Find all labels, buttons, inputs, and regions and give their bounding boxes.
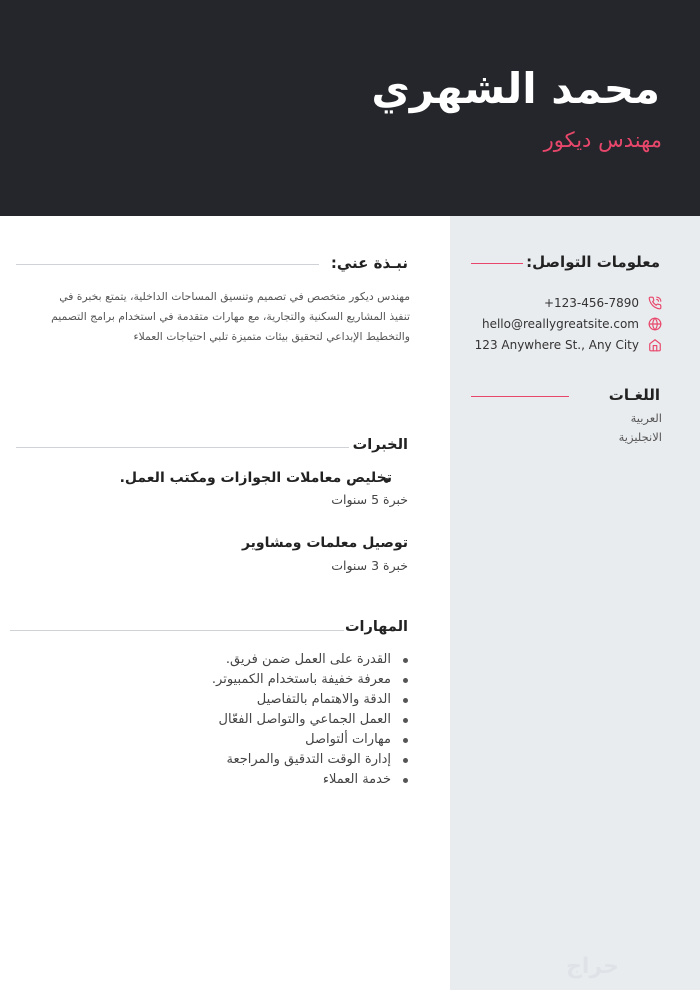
skills-section-title: المهارات [344, 619, 408, 635]
bullet-icon [403, 758, 408, 763]
sidebar [450, 216, 700, 990]
about-text: مهندس ديكور متخصص في تصميم وتنسيق المساحات الداخلية، يتمتع بخبرة في تنفيذ المشاريع السكنية والتجارية، مع مهارات متقدمة في استخدام برامج التصميم والتخطيط الإبداعي لتحقيق بيئات متميزة تلبي احتياجات العملاء [51, 290, 410, 343]
skill-item: إدارة الوقت التدقيق والمراجعة [212, 750, 408, 770]
skills-list [212, 650, 408, 790]
languages-section-title: اللغـات [608, 386, 660, 404]
bullet-icon [403, 738, 408, 743]
skills-title-rule [10, 630, 344, 631]
bullet-icon [403, 778, 408, 783]
bullet-icon [403, 698, 408, 703]
contact-address [475, 338, 662, 352]
watermark: حراج [566, 954, 619, 979]
home-icon [648, 338, 662, 352]
skill-item: القدرة على العمل ضمن فريق. [212, 650, 408, 670]
skill-item: خدمة العملاء [212, 770, 408, 790]
contact-email[interactable] [482, 317, 662, 331]
job-title: مهندس ديكور [543, 128, 662, 152]
skill-item: معرفة خفيفة باستخدام الكمبيوتر. [212, 670, 408, 690]
skill-item: الدقة والاهتمام بالتفاصيل [212, 690, 408, 710]
phone-icon [648, 296, 662, 310]
experience-title: تخليص معاملات الجوازات ومكتب العمل. [119, 470, 392, 486]
address-text: 123 Anywhere St., Any City [474, 338, 639, 352]
contact-title-rule [471, 263, 523, 264]
experience-duration: خبرة 3 سنوات [331, 558, 408, 573]
experience-duration: خبرة 5 سنوات [331, 492, 408, 507]
phone-text: +123-456-7890 [543, 296, 639, 310]
about-section-title: نبـذة عني: [330, 254, 408, 272]
header [0, 0, 700, 216]
globe-icon [648, 317, 662, 331]
person-name: محمد الشهري [371, 64, 660, 113]
contact-phone[interactable] [544, 296, 662, 310]
bullet-icon [403, 678, 408, 683]
experience-section-title: الخبرات [352, 437, 408, 453]
languages-title-rule [471, 396, 569, 397]
experience-title: توصيل معلمات ومشاوير [241, 535, 408, 551]
contact-section-title: معلومات التواصل: [526, 253, 660, 271]
skill-item: العمل الجماعي والتواصل الفعّال [212, 710, 408, 730]
skill-item: مهارات ألتواصل [212, 730, 408, 750]
language-item: العربية [630, 411, 662, 425]
about-title-rule [16, 264, 319, 265]
bullet-icon [403, 718, 408, 723]
language-item: الانجليزية [618, 430, 662, 444]
experience-title-rule [16, 447, 349, 448]
email-text: hello@reallygreatsite.com [481, 317, 639, 331]
bullet-icon [403, 658, 408, 663]
